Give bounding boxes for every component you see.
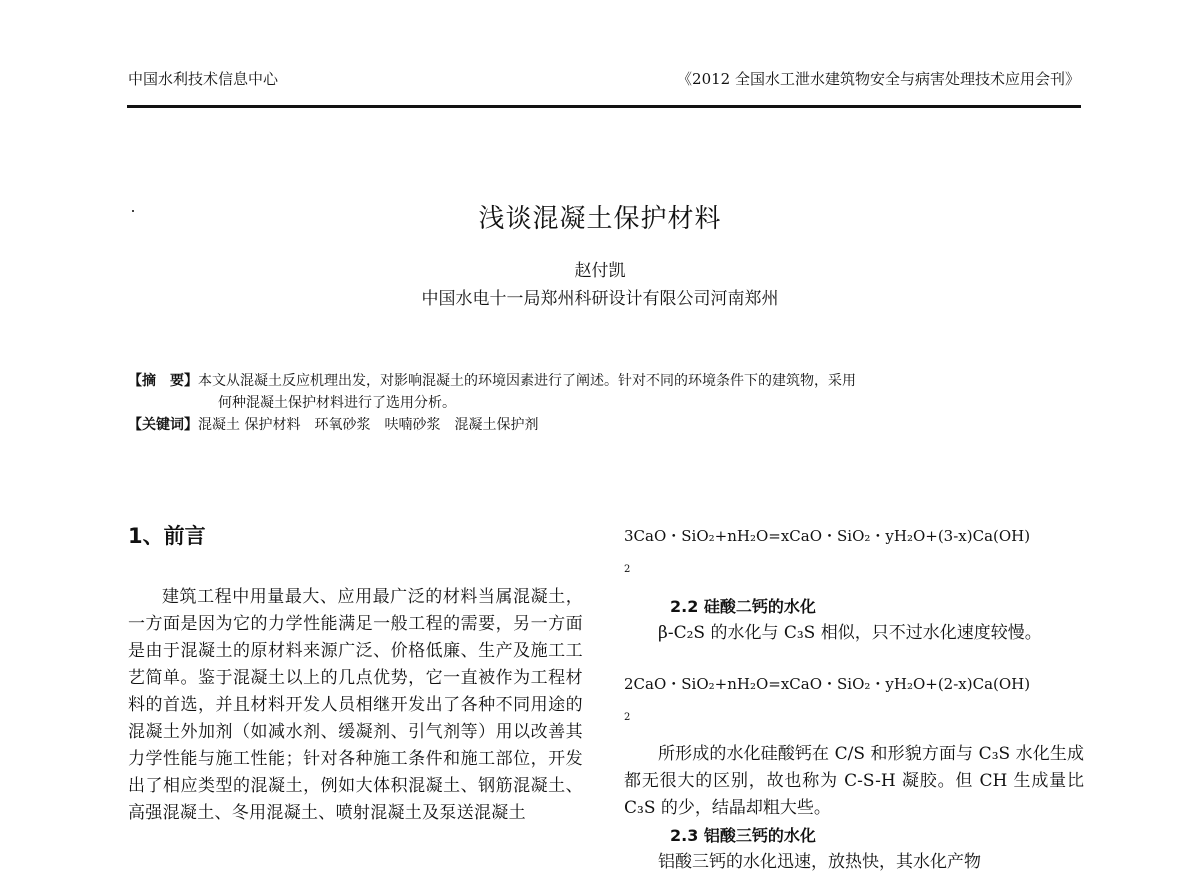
keywords-line — [128, 414, 1080, 436]
keyword: 混凝土 保护材料 — [198, 417, 301, 433]
equation-subscript: 2 — [624, 712, 631, 723]
paragraph-c3a: 铝酸三钙的水化迅速，放热快，其水化产物 — [658, 852, 981, 872]
abstract-text-1: 本文从混凝土反应机理出发，对影响混凝土的环境因素进行了阐述。针对不同的环境条件下的建筑物，采用 — [198, 373, 856, 389]
keywords-label: 【关键词】 — [128, 417, 198, 433]
paragraph-csh-gel: 所形成的水化硅酸钙在 C/S 和形貌方面与 C₃S 水化生成都无很大的区别，故也称为 C-S-H 凝胶。但 CH 生成量比 C₃S 的少，结晶却粗大些。 — [624, 744, 1084, 818]
header-publisher: 中国水利技术信息中心 — [128, 70, 279, 88]
keyword: 呋喃砂浆 — [384, 417, 441, 433]
subsection-heading-2-3: 2.3 铝酸三钙的水化 — [670, 826, 816, 845]
equation-c2s-hydration: 2CaO・SiO₂+nH₂O=xCaO・SiO₂・yH₂O+(2-x)Ca(OH) — [624, 675, 1031, 693]
equation-c3s-hydration: 3CaO・SiO₂+nH₂O=xCaO・SiO₂・yH₂O+(3-x)Ca(OH) — [624, 527, 1031, 545]
subsection-heading-2-2: 2.2 硅酸二钙的水化 — [670, 597, 816, 616]
paragraph-c2s: β-C₂S 的水化与 C₃S 相似，只不过水化速度较慢。 — [658, 623, 1042, 643]
left-column — [128, 520, 583, 827]
header-rule — [127, 105, 1081, 108]
author-affiliation: 中国水电十一局郑州科研设计有限公司河南郑州 — [421, 289, 779, 309]
right-column — [624, 523, 1084, 876]
page-header — [128, 62, 1080, 92]
keyword: 混凝土保护剂 — [454, 417, 539, 433]
abstract-line — [128, 370, 1080, 392]
keyword: 环氧砂浆 — [314, 417, 371, 433]
article-title: 浅谈混凝土保护材料 — [478, 204, 722, 234]
intro-paragraph: 建筑工程中用量最大、应用最广泛的材料当属混凝土，一方面是因为它的力学性能满足一般工程的需要，另一方面是由于混凝土的原材料来源广泛、价格低廉、生产及施工工艺简单。鉴于混凝土以上的几点优势，它一直被作为工程材料的首选，并且材料开发人员相继开发出了各种不同用途的混凝土外加剂（如减水剂、缓凝剂、引气剂等）用以改善其力学性能与施工性能；针对各种施工条件和施工部位，开发出了相应类型的混凝土，例如大体积混凝土、钢筋混凝土、高强混凝土、冬用混凝土、喷射混凝土及泵送混凝土 — [128, 587, 583, 823]
header-journal-title: 《2012 全国水工泄水建筑物安全与病害处理技术应用会刊》 — [677, 70, 1080, 88]
abstract-label: 【摘 要】 — [128, 373, 198, 389]
abstract-block — [128, 370, 1080, 436]
abstract-text-2: 何种混凝土保护材料进行了选用分析。 — [218, 395, 456, 411]
section-heading-intro: 1、前言 — [128, 524, 206, 548]
equation-subscript: 2 — [624, 564, 631, 575]
author-name: 赵付凯 — [574, 261, 626, 281]
